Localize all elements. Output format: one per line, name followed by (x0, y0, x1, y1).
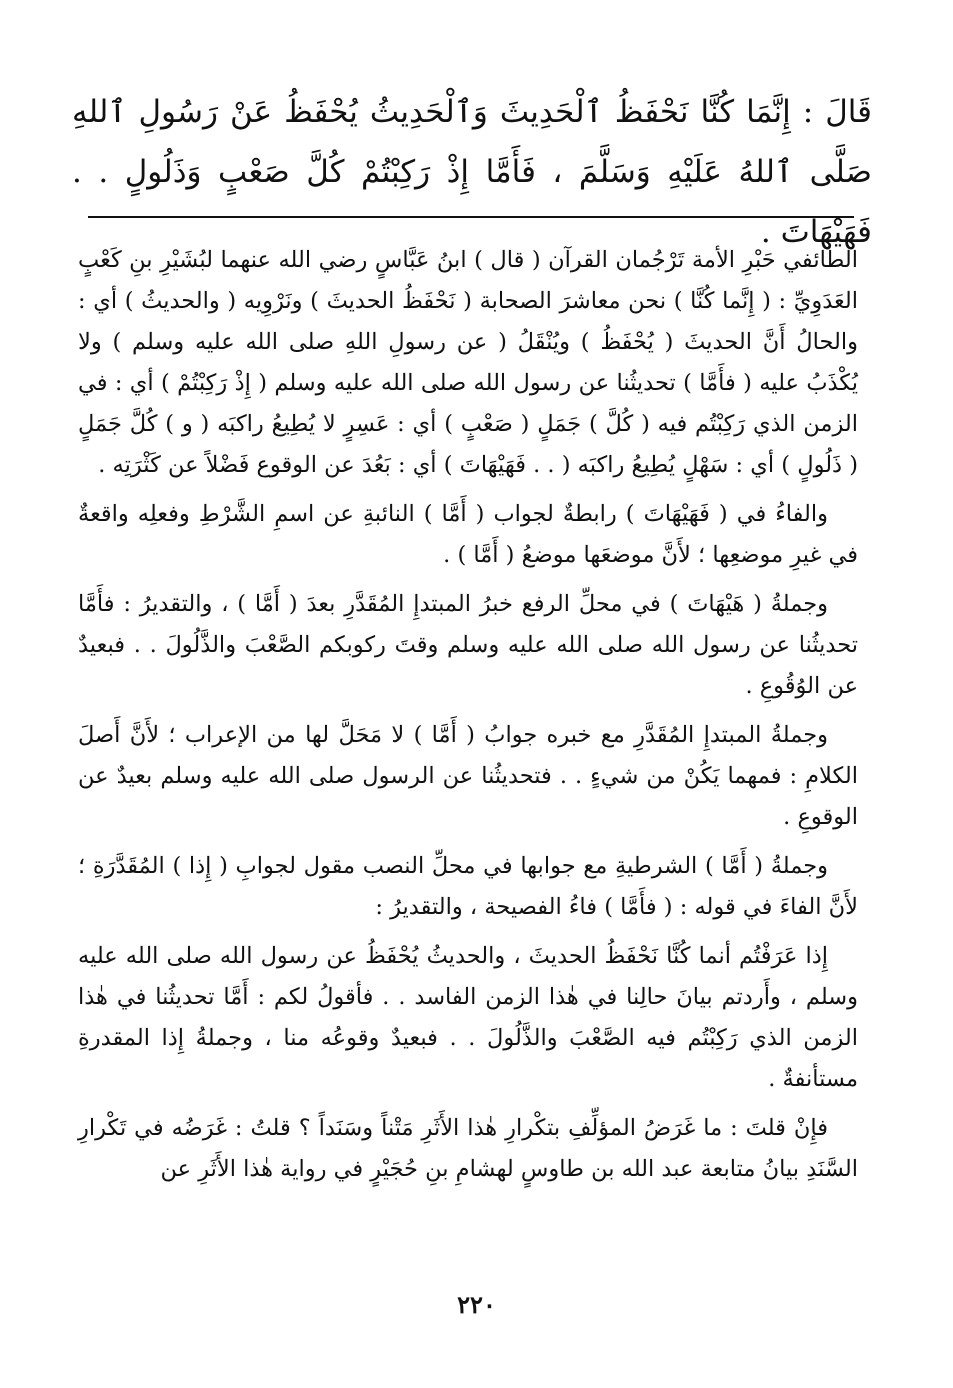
separator-line (88, 216, 854, 218)
commentary-paragraph: والفاءُ في ( فَهَيْهَاتَ ) رابطةٌ لجواب ( أَمَّا ) النائبةِ عن اسمِ الشَّرْطِ وفعلِه واقعةٌ في غيرِ موضعِها ؛ لأَنَّ موضعَها موضعُ ( أَمَّا ) . (78, 501, 858, 568)
hadith-text: قَالَ : إِنَّمَا كُنَّا نَحْفَظُ ٱلْحَدِيثَ وَٱلْحَدِيثُ يُحْفَظُ عَنْ رَسُولِ ٱللهِ صَلَّى ٱللهُ عَلَيْهِ وَسَلَّمَ ، فَأَمَّا إِذْ رَكِبْتُمْ كُلَّ صَعْبٍ وَذَلُولٍ . . فَهَيْهَاتَ . (72, 94, 873, 250)
commentary (78, 240, 858, 1198)
page-number: ٢٢٠ (457, 1290, 496, 1319)
commentary-paragraph: إِذا عَرَفْتُم أنما كُنَّا نَحْفَظُ الحديثَ ، والحديثُ يُحْفَظُ عن رسول الله صلى الله عليه وسلم ، وأَردتم بيانَ حالِنا في هٰذا الزمن الفاسد . . فأقولُ لكم : أَمَّا تحديثُنا في هٰذا الزمن الذي رَكِبْتُم فيه الصَّعْبَ والذَّلُولَ . . فبعيدٌ وقوعُه منا ، وجملةُ إِذا المقدرةِ مستأنفةٌ . (78, 943, 858, 1092)
commentary-paragraph: فإِنْ قلتَ : ما غَرَضُ المؤلِّفِ بتكْرارِ هٰذا الأَثَرِ مَتْناً وسَنَداً ؟ قلتُ : غَرَضُه في تَكْرارِ السَّنَدِ بيانُ متابعة عبد الله بن طاوسٍ لهشامِ بنِ حُجَيْرٍ في رواية هٰذا الأَثَرِ عن (78, 1115, 858, 1182)
commentary-paragraph: الطائفي حَبْرِ الأمة تَرْجُمان القرآن ( قال ) ابنُ عَبَّاسٍ رضي الله عنهما لبُشَيْرِ بنِ كَعْبٍ العَدَوِيِّ : ( إِنَّما كُنَّا ) نحن معاشرَ الصحابة ( نَحْفَظُ الحديثَ ) ونَرْوِيه ( والحديثُ ) أي : والحالُ أَنَّ الحديثَ ( يُحْفَظُ ) ويُنْقَلُ ( عن رسولِ اللهِ صلى الله عليه وسلم ) ولا يُكْذَبُ عليه ( فأَمَّا ) تحديثُنا عن رسول الله صلى الله عليه وسلم ( إِذْ رَكِبْتُمْ ) أي : في الزمن الذي رَكِبْتُم فيه ( كُلَّ ) جَمَلٍ ( صَعْبٍ ) أي : عَسِرٍ لا يُطِيعُ راكبَه ( و ) كُلَّ جَمَلٍ ( ذَلُولٍ ) أي : سَهْلٍ يُطِيعُ راكبَه ( . . فَهَيْهَاتَ ) أي : بَعُدَ عن الوقوع فَضْلاً عن كَثْرَتِه . (78, 247, 858, 478)
commentary-paragraph: وجملةُ ( هَيْهَاتَ ) في محلِّ الرفع خبرُ المبتدإِ المُقَدَّرِ بعدَ ( أَمَّا ) ، والتقديرُ : فأَمَّا تحديثُنا عن رسول الله صلى الله عليه وسلم وقتَ ركوبكم الصَّعْبَ والذَّلُولَ . . فبعيدٌ عن الوُقُوعِ . (78, 591, 858, 699)
commentary-paragraph: وجملةُ ( أَمَّا ) الشرطيةِ مع جوابها في محلِّ النصب مقول لجوابِ ( إِذا ) المُقَدَّرَةِ ؛ لأَنَّ الفاءَ في قوله : ( فأَمَّا ) فاءُ الفصيحة ، والتقديرُ : (78, 853, 858, 920)
commentary-paragraph: وجملةُ المبتدإِ المُقَدَّرِ مع خبره جوابُ ( أَمَّا ) لا مَحَلَّ لها من الإعراب ؛ لأَنَّ أَصلَ الكلامِ : فمهما يَكُنْ من شيءٍ . . فتحديثُنا عن الرسول صلى الله عليه وسلم بعيدٌ عن الوقوعِ . (78, 722, 858, 830)
